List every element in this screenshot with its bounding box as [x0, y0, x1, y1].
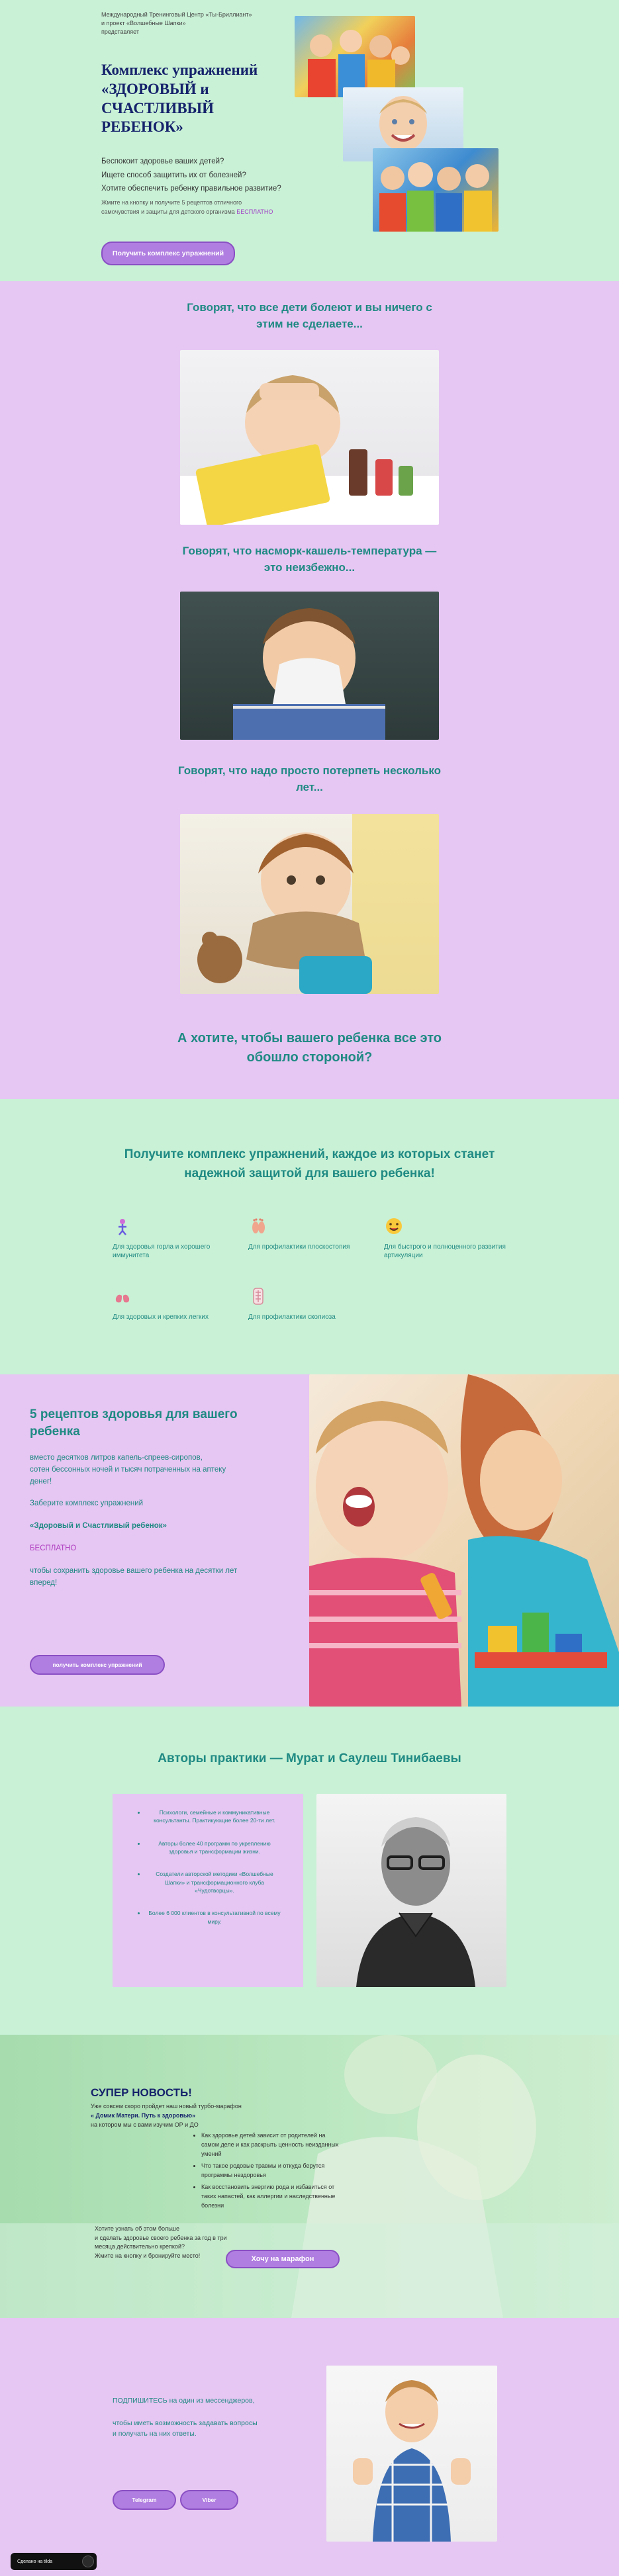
authors-list — [113, 1794, 303, 1926]
thumbs-up-boy-photo — [326, 2366, 497, 2542]
sneezing-child-photo — [180, 592, 439, 740]
features-heading-line-2: надежной защитой для вашего ребенка! — [184, 1166, 435, 1180]
spine-icon — [248, 1286, 268, 1306]
recipes-p5-line-2: вперед! — [30, 1578, 58, 1587]
say-heading-3 — [0, 763, 619, 795]
org-line-1: Международный Тренинговый Центр «Ты-Бриллиант» — [101, 11, 252, 18]
viber-button[interactable]: Viber — [180, 2490, 238, 2510]
title-line-1: Комплекс упражнений — [101, 62, 258, 78]
authors-info-card — [113, 1794, 303, 1987]
feature-label-throat: Для здоровья горла и хорошего иммунитета — [113, 1243, 211, 1259]
news-cta-line-1: Хотите узнать об этом больше — [95, 2225, 179, 2232]
note-free-label: БЕСПЛАТНО — [236, 208, 273, 215]
page-title — [101, 61, 258, 137]
org-line-2: и проект «Волшебные Шапки» — [101, 20, 186, 27]
org-intro — [101, 11, 252, 36]
news-bullets — [192, 2131, 344, 2211]
recipes-p1-line-3: денег! — [30, 1477, 52, 1486]
question-1: Беспокоит здоровье ваших детей? — [101, 157, 224, 165]
note-line-2 — [101, 208, 273, 217]
news-intro-line-2: « Домик Матери. Путь к здоровью» — [91, 2111, 196, 2119]
recipes-free-label: БЕСПЛАТНО — [30, 1544, 77, 1553]
title-line-2: «ЗДОРОВЫЙ и — [101, 80, 209, 97]
feet-icon — [248, 1216, 268, 1236]
question-3: Хотите обеспечить ребенку правильное развитие? — [101, 185, 281, 193]
title-line-4: РЕБЕНОК» — [101, 118, 183, 136]
get-exercises-button[interactable]: Получить комплекс упражнений — [101, 242, 235, 265]
lungs-icon — [113, 1286, 132, 1306]
get-recipes-button[interactable]: получить комплекс упражнений — [30, 1655, 165, 1675]
authors-list-item: • Более 6 000 клиентов в консультативной по всему миру. — [146, 1909, 283, 1926]
subscribe-text — [113, 2396, 258, 2439]
subscribe-line-2: чтобы иметь возможность задавать вопросы — [113, 2419, 258, 2427]
say-heading-4-line-1: А хотите, чтобы вашего ребенка все это — [177, 1031, 442, 1045]
features-heading-line-1: Получите комплекс упражнений, каждое из которых станет — [124, 1147, 495, 1161]
news-intro — [91, 2102, 242, 2130]
feature-label-spine: Для профилактики сколиоза — [248, 1313, 336, 1321]
authors-list-item: • Психологи, семейные и коммуникативные консультанты. Практикующие более 20-ти лет. — [146, 1808, 283, 1825]
news-cta-text — [95, 2225, 227, 2260]
authors-heading: Авторы практики — Мурат и Саулеш Тинибаевы — [158, 1752, 461, 1765]
note-line-1: Жмите на кнопку и получите 5 рецептов отличного — [101, 199, 242, 206]
tilda-logo-icon — [82, 2555, 94, 2567]
say-heading-3-line-2: лет... — [296, 780, 323, 793]
news-heading: СУПЕР НОВОСТЬ! — [91, 2086, 192, 2099]
note-line-2-text: самочувствия и защиты для детского организма — [101, 208, 235, 215]
title-line-3: СЧАСТЛИВЫЙ — [101, 99, 214, 116]
badge-label: Сделано на tilda — [17, 2559, 53, 2564]
say-heading-4 — [0, 1029, 619, 1067]
news-bullet: • Как здоровье детей зависит от родителей на самом деле и как раскрыть ценность неизданных умений — [201, 2131, 344, 2159]
say-heading-1-line-1: Говорят, что все дети болеют и вы ничего с — [187, 301, 432, 314]
feature-label-feet: Для профилактики плоскостопия — [248, 1243, 350, 1251]
subscribe-line-3: и получать на них ответы. — [113, 2429, 197, 2438]
subscribe-section — [0, 2318, 619, 2576]
recipes-p1-line-2: сотен бессонных ночей и тысяч потраченных на аптеку — [30, 1465, 226, 1474]
authors-list-item: • Создатели авторской методики «Волшебные Шапки» и трансформационного клуба «Чудотворцы». — [146, 1870, 283, 1894]
recipes-heading-line-1: 5 рецептов здоровья для вашего — [30, 1407, 238, 1421]
made-on-tilda-badge[interactable] — [11, 2553, 97, 2570]
say-heading-1 — [0, 300, 619, 332]
author-portrait-illustration — [316, 1794, 506, 1987]
question-2: Ищете способ защитить их от болезней? — [101, 171, 246, 179]
sick-child-illustration — [180, 350, 439, 525]
features-section — [0, 1099, 619, 1374]
sneezing-child-illustration — [180, 592, 439, 740]
hero-questions — [101, 155, 281, 196]
say-heading-2 — [0, 543, 619, 576]
hero-photo-kids-smiling — [373, 148, 499, 232]
recipes-p1-line-1: вместо десятков литров капель-спреев-сиропов, — [30, 1454, 203, 1462]
they-say-section — [0, 281, 619, 1099]
recipes-p5-line-1: чтобы сохранить здоровье вашего ребенка на десятки лет — [30, 1566, 238, 1575]
feature-label-lungs: Для здоровых и крепких легких — [113, 1313, 209, 1321]
news-cta-line-3: месяца действительно крепкой? — [95, 2243, 185, 2250]
mother-and-child-photo — [309, 1374, 619, 1707]
say-heading-2-line-2: это неизбежно... — [263, 560, 356, 574]
recipes-p2: Заберите комплекс упражнений — [30, 1499, 144, 1508]
say-heading-1-line-2: этим не сделаете... — [256, 317, 363, 330]
say-heading-4-line-2: обошло стороной? — [246, 1050, 373, 1065]
authors-list-item: • Авторы более 40 программ по укреплению здоровья и трансформации жизни. — [146, 1840, 283, 1856]
hero-photo-kids-group — [295, 16, 415, 97]
news-bullet: • Как восстановить энергию рода и избавиться от таких напастей, как аллергии и наследственные болезни — [201, 2183, 344, 2211]
news-cta-line-2: и сделать здоровье своего ребенка за год в три — [95, 2234, 227, 2241]
recipes-p3: «Здоровый и Счастливый ребенок» — [30, 1522, 167, 1531]
news-intro-line-3: на котором мы с вами изучим ОР и ДО — [91, 2121, 199, 2128]
super-news-section — [0, 2035, 619, 2318]
thumbs-up-boy-illustration — [326, 2366, 497, 2542]
say-heading-2-line-1: Говорят, что насморк-кашель-температура — — [182, 545, 437, 557]
throat-icon — [113, 1216, 132, 1236]
subscribe-line-1: ПОДПИШИТЕСЬ на один из мессенджеров, — [113, 2397, 255, 2405]
recipes-section — [0, 1374, 619, 1707]
hero-section — [0, 0, 619, 281]
recipes-heading-line-2: ребенка — [30, 1424, 80, 1439]
news-cta-line-4: Жмите на кнопку и бронируйте место! — [95, 2252, 201, 2259]
sick-child-photo — [180, 350, 439, 525]
smile-icon — [384, 1216, 404, 1236]
mother-and-child-illustration — [309, 1374, 619, 1707]
telegram-button[interactable]: Telegram — [113, 2490, 176, 2510]
say-heading-3-line-1: Говорят, что надо просто потерпеть несколько — [177, 764, 442, 777]
news-bullet: • Что такое родовые травмы и откуда берутся программы нездоровья — [201, 2162, 344, 2180]
recipes-text — [30, 1452, 288, 1589]
join-marathon-button[interactable]: Хочу на марафон — [226, 2250, 340, 2268]
kids-group-illustration — [295, 16, 415, 97]
authors-section — [0, 1707, 619, 2035]
hero-note — [101, 199, 273, 216]
child-with-scarf-illustration — [180, 814, 439, 994]
features-heading — [0, 1145, 619, 1183]
feature-label-articulation: Для быстрого и полноценного развития артикуляции — [384, 1243, 506, 1259]
kids-smiling-illustration — [373, 148, 499, 232]
child-with-scarf-photo — [180, 814, 439, 994]
org-line-3: представляет — [101, 28, 139, 36]
author-portrait-photo — [316, 1794, 506, 1987]
news-intro-line-1: Уже совсем скоро пройдет наш новый турбо-марафон — [91, 2103, 242, 2110]
recipes-heading — [30, 1406, 238, 1440]
